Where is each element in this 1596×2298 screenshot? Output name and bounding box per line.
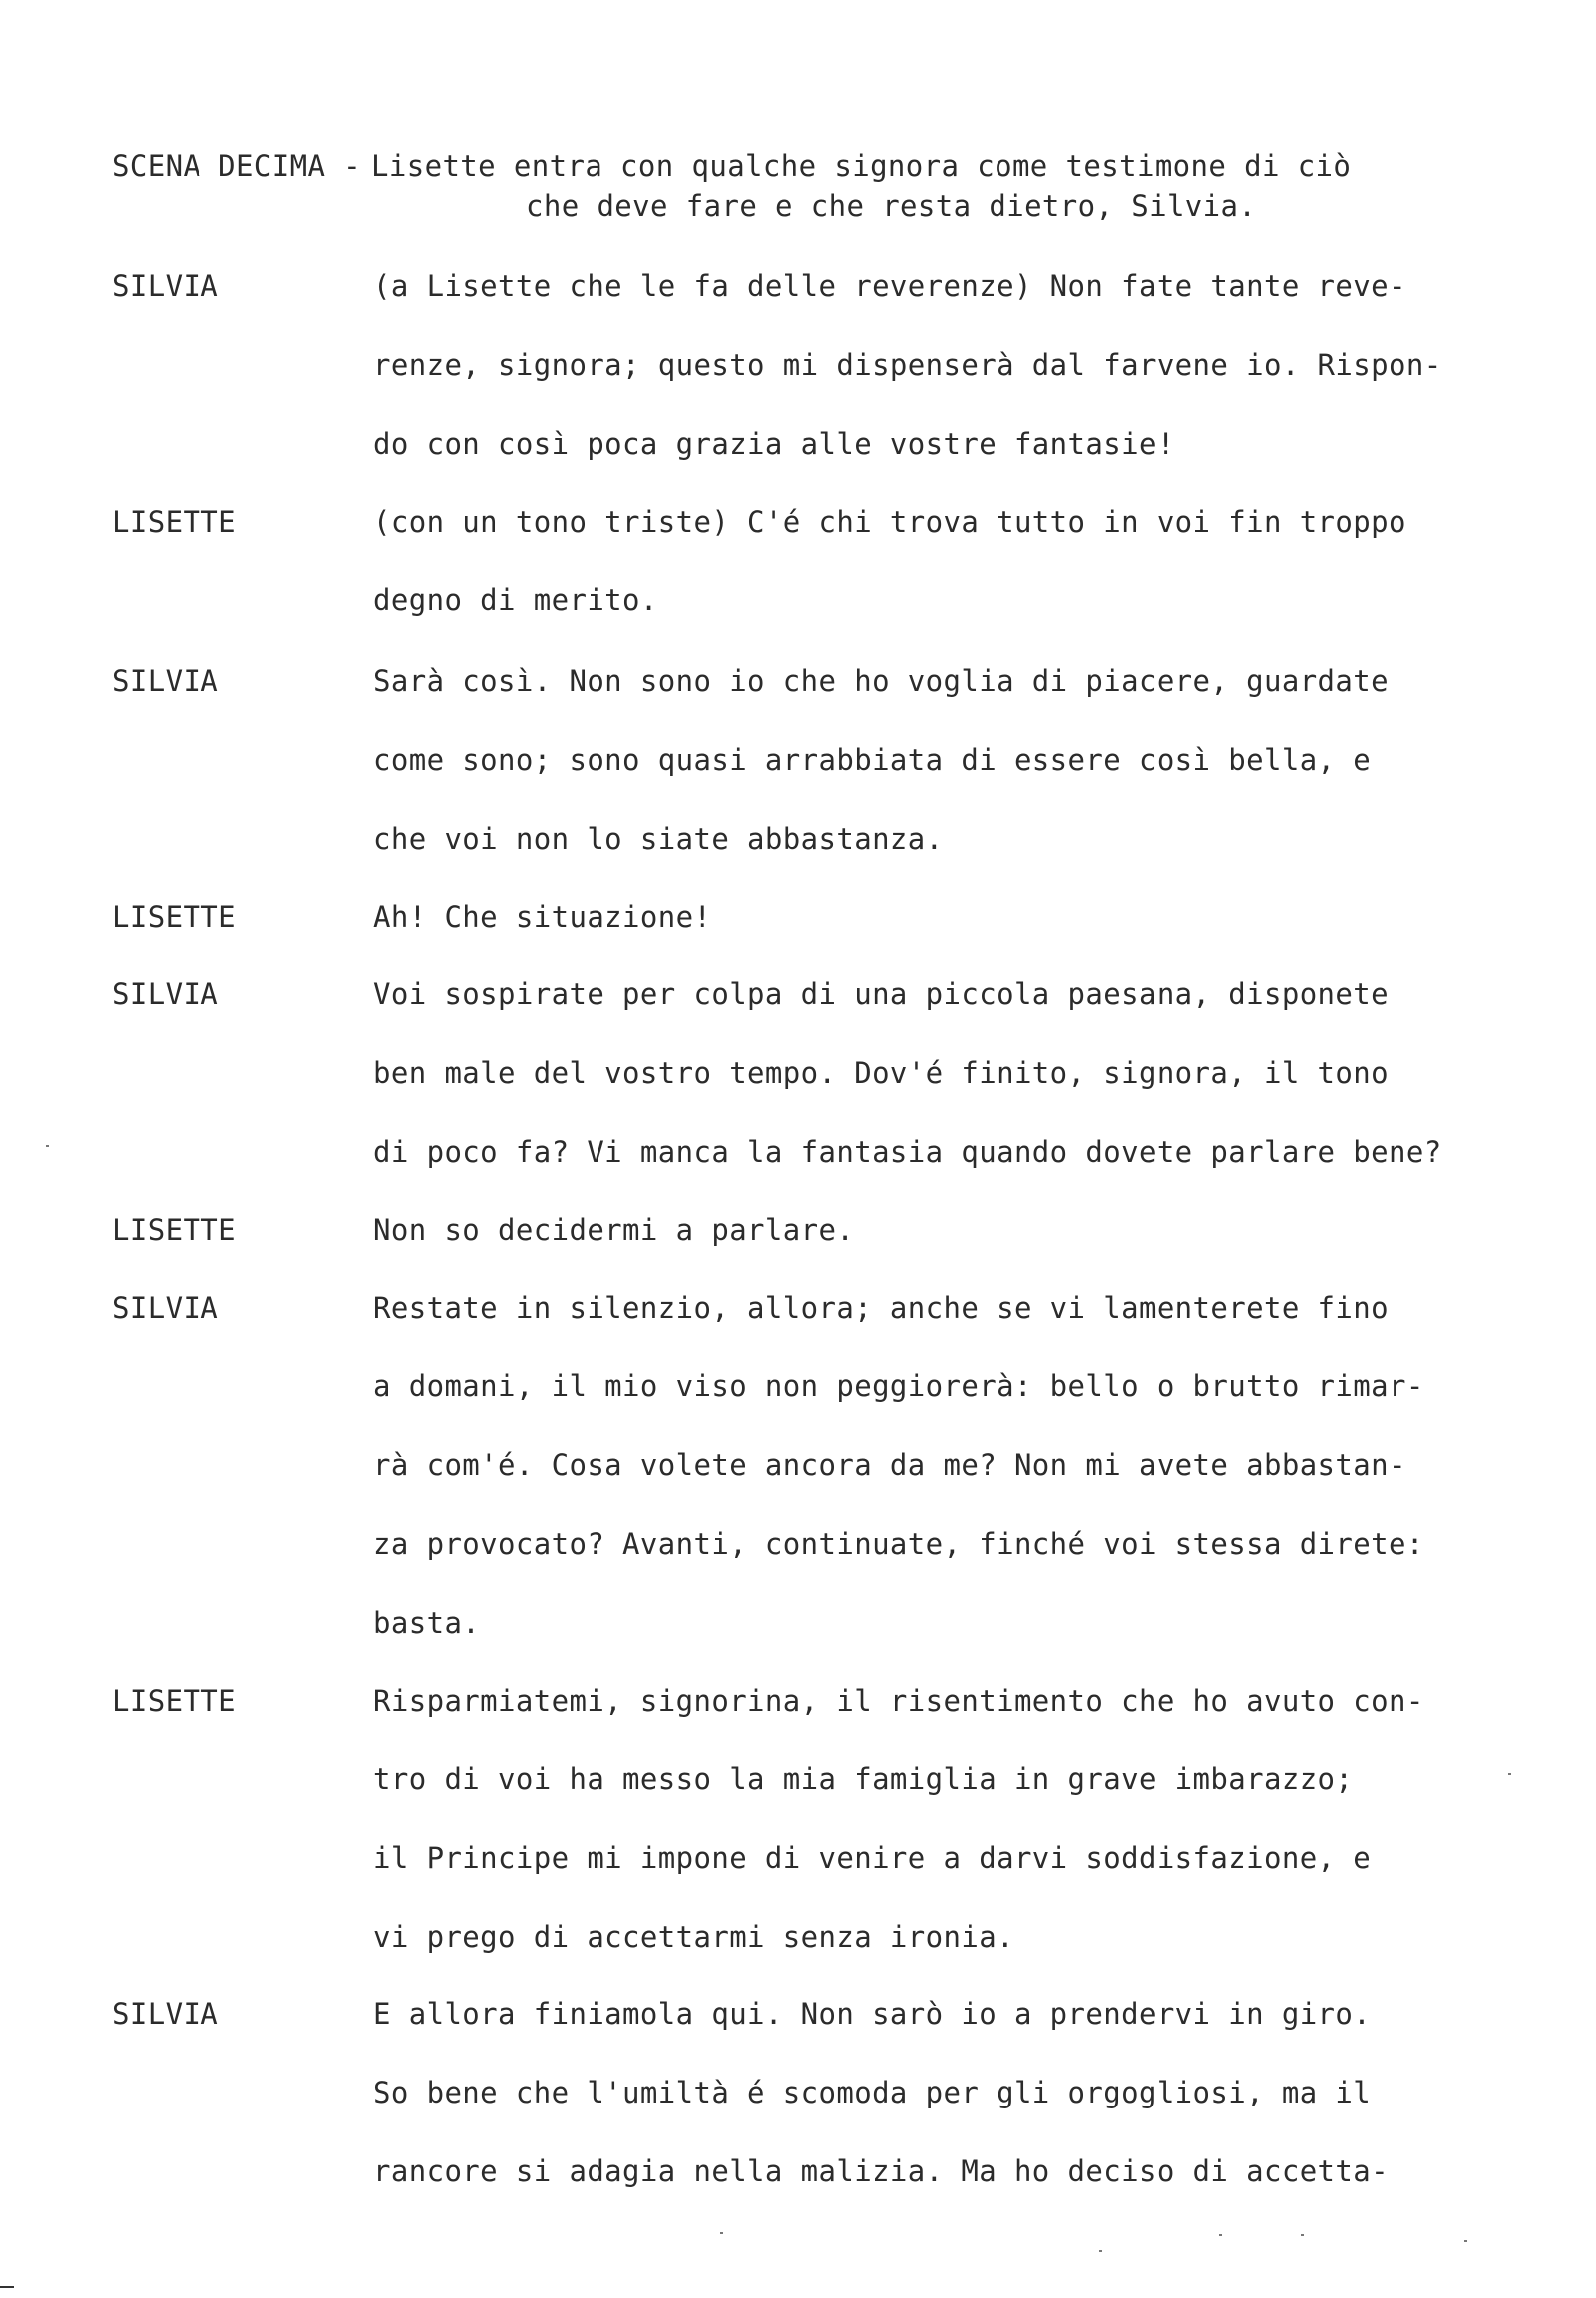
dialogue-line: degno di merito. xyxy=(373,583,658,617)
dialogue-line: (con un tono triste) C'é chi trova tutto in voi fin troppo xyxy=(373,505,1406,539)
dialogue-text xyxy=(373,878,1558,957)
scan-speck xyxy=(1508,1773,1511,1775)
dialogue-line: Sarà così. Non sono io che ho voglia di piacere, guardate xyxy=(373,664,1389,698)
speaker-name: LISETTE xyxy=(112,900,237,934)
dialogue-line: che voi non lo siate abbastanza. xyxy=(373,822,944,856)
speaker-name: LISETTE xyxy=(112,505,237,539)
dialogue-line: rancore si adagia nella malizia. Ma ho deciso di accetta- xyxy=(373,2154,1389,2188)
dialogue-line: tro di voi ha messo la mia famiglia in grave imbarazzo; xyxy=(373,1762,1354,1796)
dialogue-line: vi prego di accettarmi senza ironia. xyxy=(373,1920,1014,1954)
scan-speck xyxy=(1301,2234,1304,2236)
scene-label: SCENA DECIMA - xyxy=(112,149,362,183)
dialogue-line: ben male del vostro tempo. Dov'é finito, signora, il tono xyxy=(373,1056,1389,1090)
dialogue-line: do con così poca grazia alle vostre fantasie! xyxy=(373,427,1175,461)
dialogue-line: basta. xyxy=(373,1606,481,1640)
scan-speck xyxy=(720,2232,723,2234)
speaker-name: SILVIA xyxy=(112,664,219,698)
dialogue-line: (a Lisette che le fa delle reverenze) Non fate tante reve- xyxy=(373,269,1406,303)
dialogue-text xyxy=(373,1191,1558,1270)
speaker-name: LISETTE xyxy=(112,1213,237,1247)
scan-speck xyxy=(1464,2240,1467,2242)
scan-speck xyxy=(46,1145,49,1147)
dialogue-line: So bene che l'umiltà é scomoda per gli orgogliosi, ma il xyxy=(373,2076,1372,2109)
dialogue-line: Risparmiatemi, signorina, il risentimento che ho avuto con- xyxy=(373,1684,1424,1718)
dialogue-line: za provocato? Avanti, continuate, finché voi stessa direte: xyxy=(373,1527,1424,1561)
scan-speck xyxy=(1219,2234,1222,2236)
dialogue-text xyxy=(373,642,1558,879)
scene-description-line: che deve fare e che resta dietro, Silvia. xyxy=(526,190,1257,223)
speaker-name: SILVIA xyxy=(112,269,219,303)
dialogue-line: Voi sospirate per colpa di una piccola paesana, disponete xyxy=(373,977,1389,1011)
scan-edge-mark xyxy=(0,2286,14,2288)
dialogue-line: a domani, il mio viso non peggiorerà: bello o brutto rimar- xyxy=(373,1369,1424,1403)
speaker-name: SILVIA xyxy=(112,1997,219,2031)
dialogue-text xyxy=(373,1269,1558,1663)
dialogue-line: rà com'é. Cosa volete ancora da me? Non mi avete abbastan- xyxy=(373,1448,1406,1482)
scene-description-line: Lisette entra con qualche signora come testimone di ciò xyxy=(371,149,1352,183)
dialogue-text xyxy=(373,956,1558,1192)
dialogue-line: renze, signora; questo mi dispenserà dal farvene io. Rispon- xyxy=(373,348,1442,382)
dialogue-line: Ah! Che situazione! xyxy=(373,900,712,934)
scene-description xyxy=(371,146,1548,227)
speaker-name: LISETTE xyxy=(112,1684,237,1718)
dialogue-text xyxy=(373,1975,1558,2211)
dialogue-line: come sono; sono quasi arrabbiata di essere così bella, e xyxy=(373,743,1372,777)
scan-speck xyxy=(1099,2250,1102,2252)
dialogue-text xyxy=(373,1662,1558,1977)
dialogue-line: di poco fa? Vi manca la fantasia quando dovete parlare bene? xyxy=(373,1135,1442,1169)
dialogue-line: il Principe mi impone di venire a darvi soddisfazione, e xyxy=(373,1841,1372,1875)
dialogue-text xyxy=(373,247,1558,484)
speaker-name: SILVIA xyxy=(112,977,219,1011)
dialogue-text xyxy=(373,483,1558,640)
dialogue-line: Non so decidermi a parlare. xyxy=(373,1213,855,1247)
dialogue-line: E allora finiamola qui. Non sarò io a prendervi in giro. xyxy=(373,1997,1372,2031)
speaker-name: SILVIA xyxy=(112,1291,219,1325)
dialogue-line: Restate in silenzio, allora; anche se vi lamenterete fino xyxy=(373,1291,1389,1325)
